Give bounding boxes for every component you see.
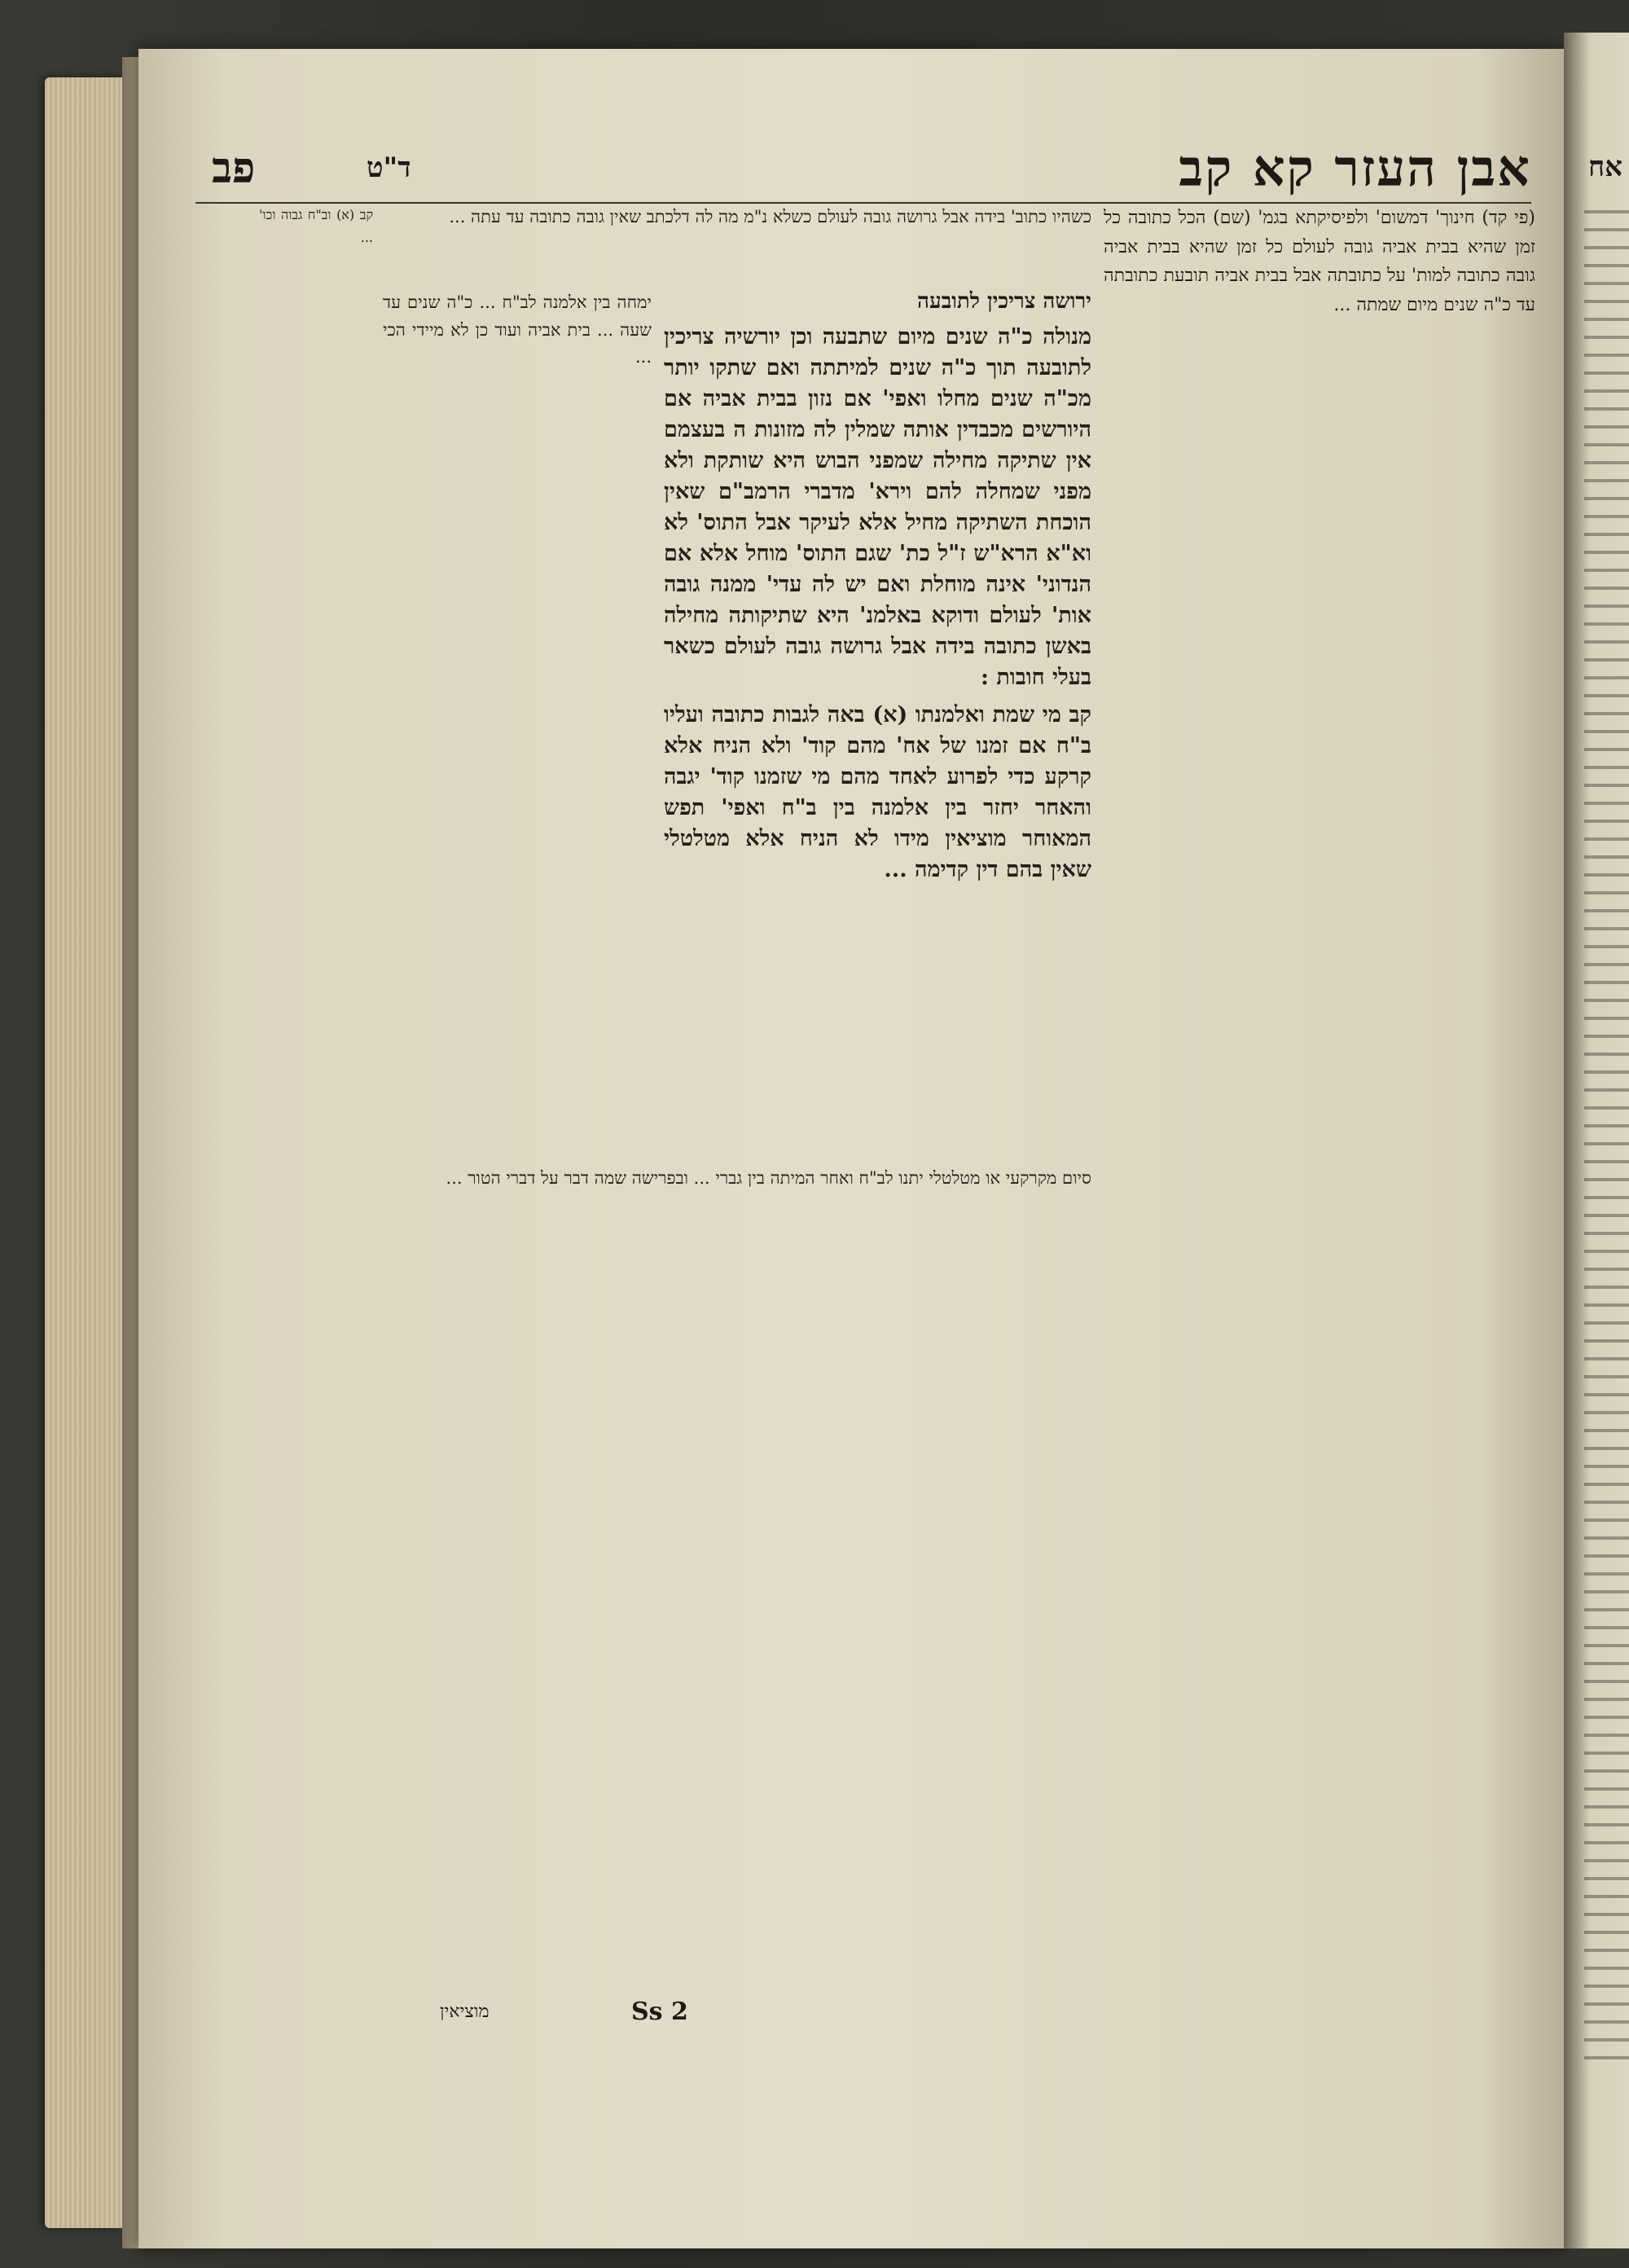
marginal-gloss-column <box>259 204 373 1784</box>
page-title: אבן העזר קא קב <box>1179 138 1531 198</box>
marginal-text: קב (א) וב"ח גבוה וכו' ... <box>259 207 373 245</box>
folio-label: ד"ט <box>367 152 411 184</box>
main-text-column <box>664 322 1091 1153</box>
catchword: מוציאין <box>440 2002 490 2022</box>
commentary-middle-column <box>383 289 652 1169</box>
commentary-bottom-block <box>383 1165 1091 1988</box>
commentary-top-center <box>383 204 1091 285</box>
commentary-text: כשהיו כתוב' בידה אבל גרושה גובה לעולם כשלא נ"מ מה לה דלכתב שאין גובה כתובה עד עתה ... <box>449 207 1091 226</box>
seif-label: קב מי <box>1042 702 1091 727</box>
signature-mark: Ss 2 <box>631 1998 688 2026</box>
commentary-right-column <box>1104 204 1535 1947</box>
facing-page-heading: אח <box>1588 151 1622 183</box>
seif-text: שמת ואלמנתו (א) באה לגבות כתובה ועליו ב"ח אם זמנו של אח' מהם קוד' ולא הניח אלא קרקע כדי לפרוע לאחד מהם מי שזמנו קוד' יגבה והאחר יחזר בין אלמנה בין ב"ח ואפי' תפש המאוחר מוציאין מידו לא הניח אלא מטלטלי שאין בהם דין קדימה ... <box>664 702 1091 882</box>
main-text: מנ‍ולה כ"ה שנים מיום שתבעה וכן יורשיה צריכין לתובעה תוך כ"ה שנים למיתתה ואם שתקו יותר מכ"ה שנים מחלו ואפי' אם נזון בבית אביה אם היורשים מכבדין אותה שמלין לה מזונות ה בעצמם אין שתיקה מחילה שמפני הבוש היא שותקת ולא מפני שמחלה להם וירא' מדברי הרמב"ם שאין הוכחת השתיקה מחיל אלא לעיקר אבל התוס' לא וא"א הרא"ש ז"ל כת' שגם התוס' מוחל אלא אם הנדוני' אינה מוחלת ואם יש לה עדי' ממנה גובה אות' לעולם ודוקא באלמנ' היא שתיקותה מחילה באשן כתובה בידה אבל גרושה גובה לעולם כשאר בעלי חובות : <box>664 324 1091 690</box>
main-text-opening: ירושה צריכין לתובעה <box>917 289 1091 314</box>
folio-number: פב <box>212 143 256 193</box>
commentary-text: ימחה בין אלמנה לב"ח ... כ"ה שנים עד שעה ... בית אביה ועוד כן לא מיידי הכי ... <box>383 292 652 367</box>
facing-page-text <box>1584 196 1629 2069</box>
commentary-text: סיום מקרקעי או מטלטלי יתנו לב"ח ואחר המיתה בין גברי ... ובפרישה שמה דבר על דברי הטור ... <box>446 1168 1091 1188</box>
commentary-text: (פי קד) חינוך' דמשום' ולפיסיקתא בגמ' (שם) הכל כתובה כל זמן שהיא בבית אביה גובה לעולם כל זמן שהיא בבית אביה גובה כתובה למות' על כתובתה אבל בבית אביה תובעת כתובתה עד כ"ה שנים מיום שמתה ... <box>1104 208 1535 315</box>
book-page-edges <box>45 77 122 2228</box>
running-head <box>195 138 1531 196</box>
